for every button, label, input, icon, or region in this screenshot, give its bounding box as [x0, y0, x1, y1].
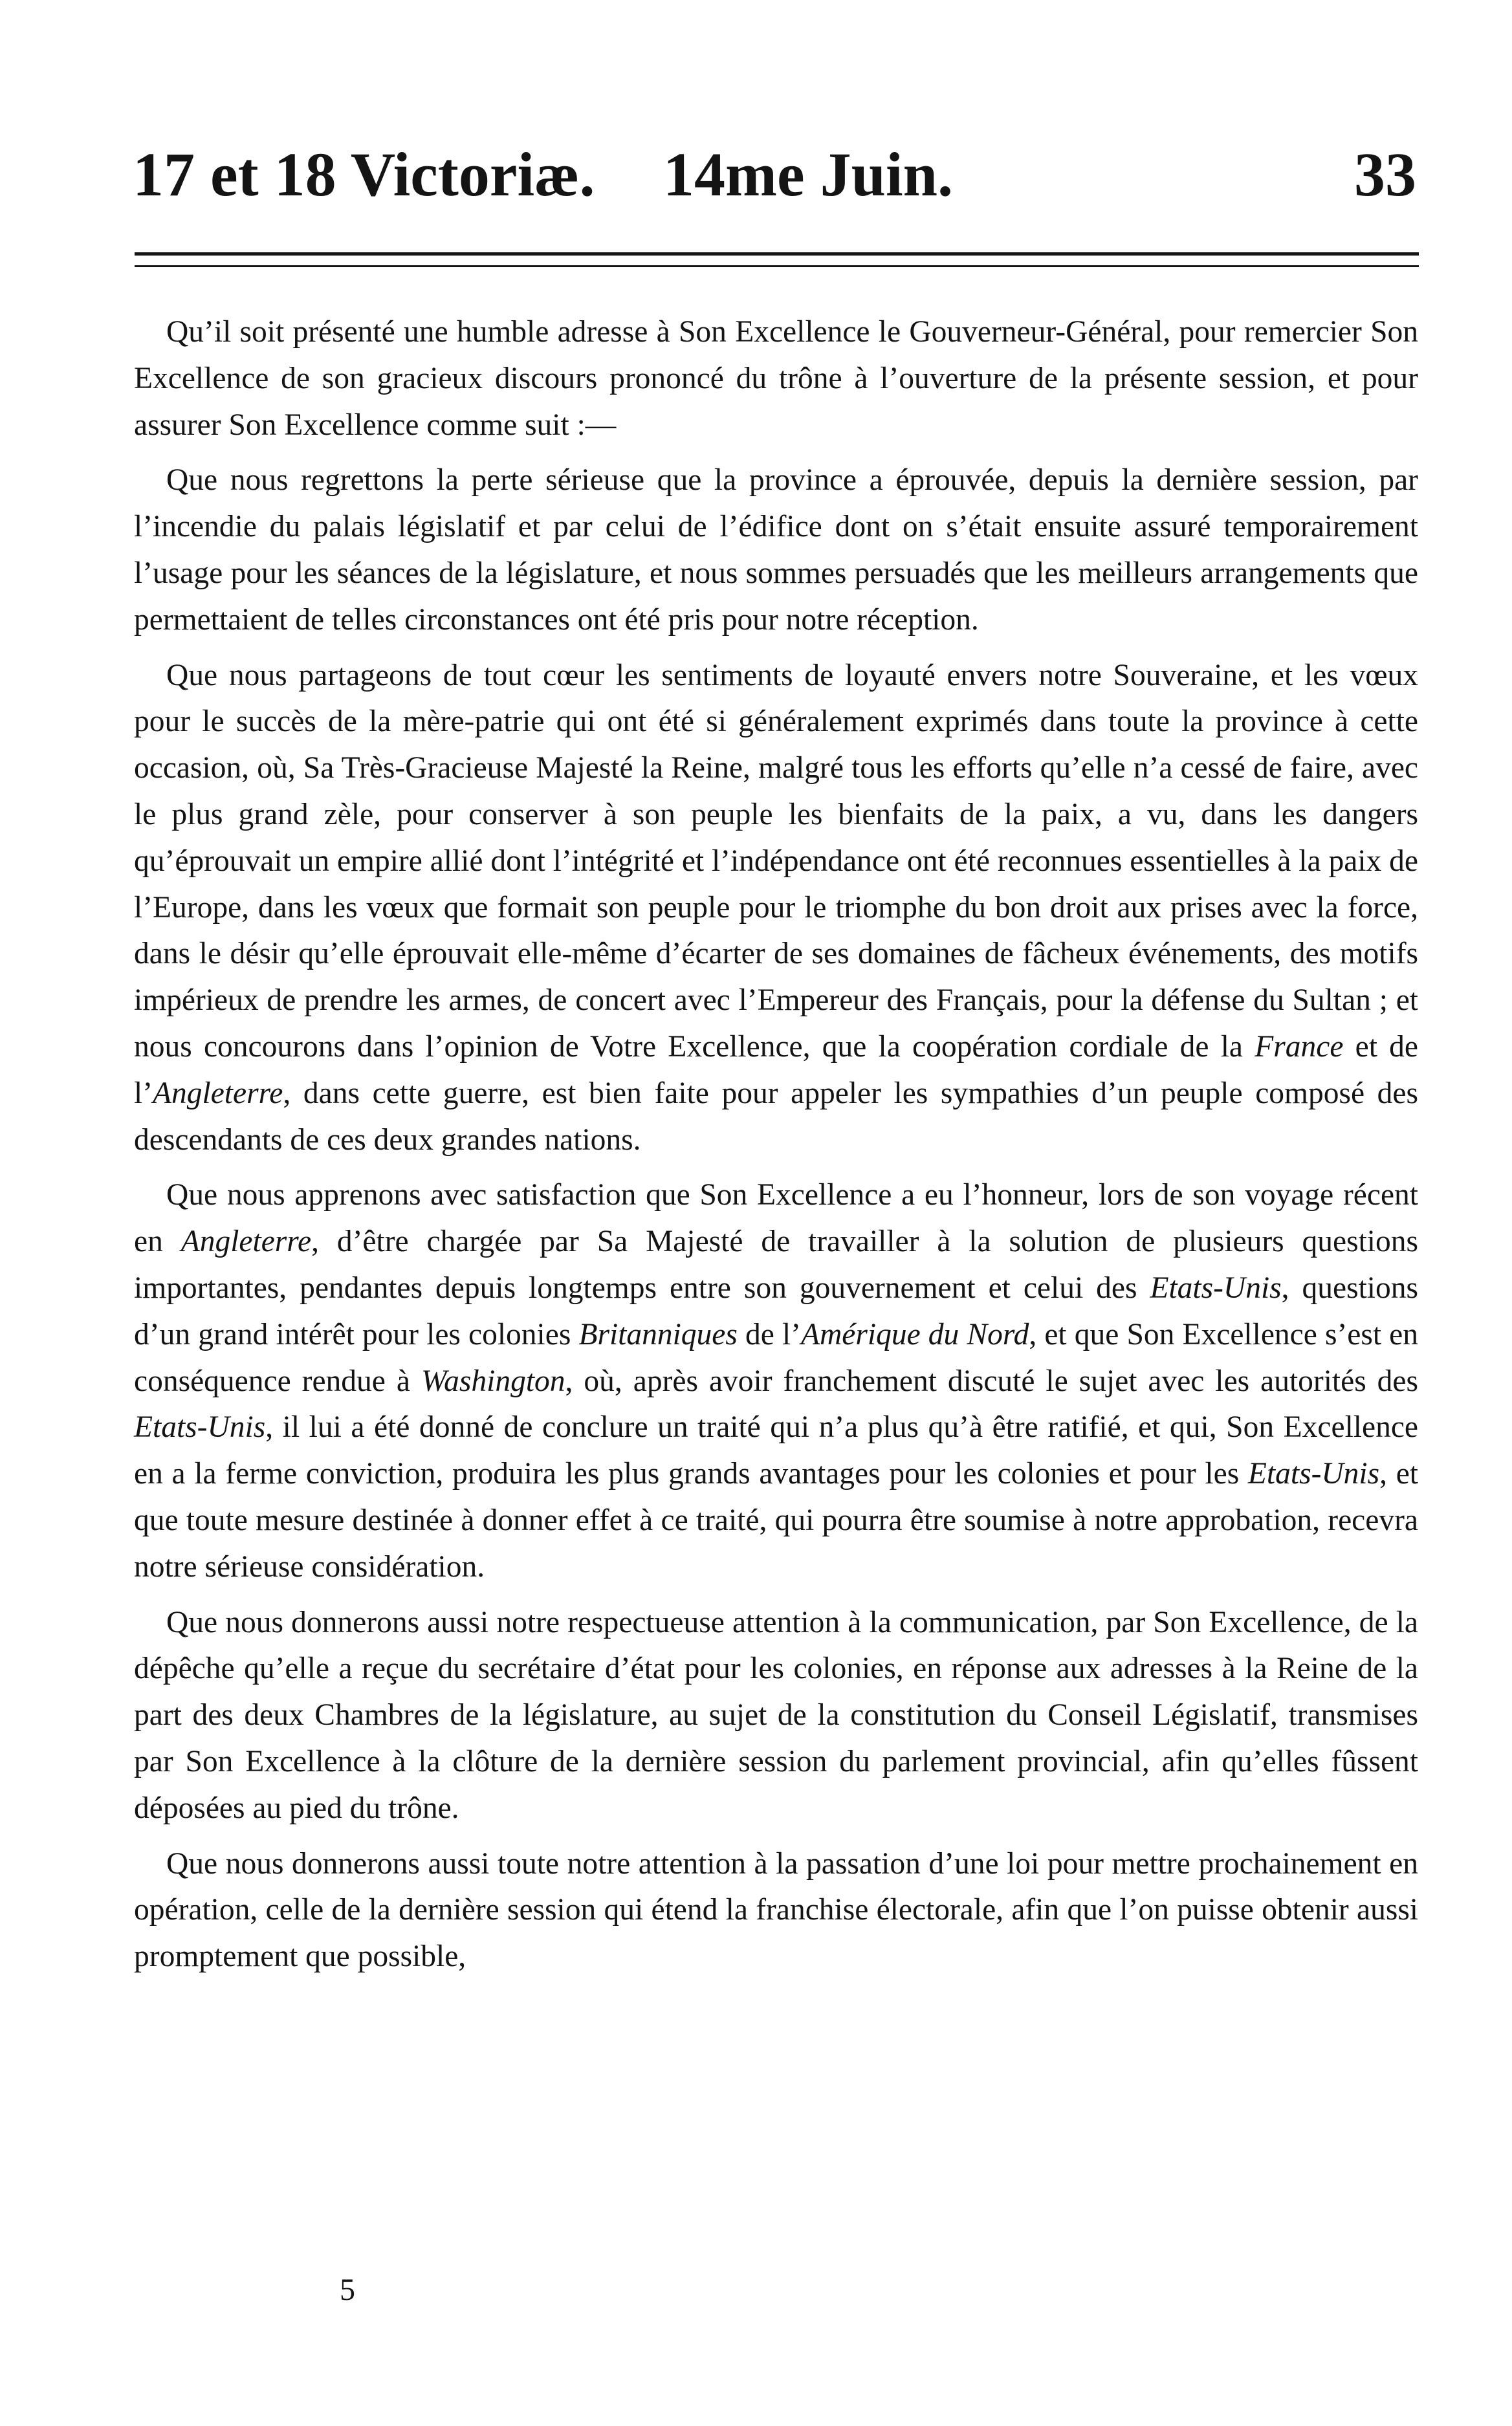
paragraph [134, 1600, 1418, 1832]
paragraph [134, 309, 1418, 448]
body-text [134, 309, 1418, 1989]
paragraph [134, 457, 1418, 643]
header-rule-thin [135, 265, 1419, 267]
header-session-title: 17 et 18 Victoriæ. [133, 140, 595, 209]
paragraph-text: Que nous donnerons aussi toute notre attention à la passation d’une loi pour mettre prochainement en opération, celle de la dernière session qui étend la franchise électorale, afin que l’on puisse obtenir aussi promptement que possible, [134, 1846, 1418, 1974]
signature-mark: 5 [340, 2273, 355, 2307]
italic-term: Etats-Unis [1150, 1271, 1282, 1305]
italic-term: Angleterre [153, 1076, 283, 1110]
header-date: 14me Juin. [663, 140, 954, 209]
paragraph-text: , il lui a été donné de conclure un traité qui n’a plus qu’à être ratifié, et qui, Son Excellence en a la ferme conviction, produira les plus grands avantages pour les colonies et pour les [134, 1410, 1418, 1491]
paragraph-text: Que nous regrettons la perte sérieuse que la province a éprouvée, depuis la dernière session, par l’incendie du palais législatif et par celui de l’édifice dont on s’était ensuite assuré temporairement l’usage pour les séances de la législature, et nous sommes persuadés que les meilleurs arrangements que permettaient de telles circonstances ont été pris pour notre réception. [134, 463, 1418, 637]
paragraph [134, 653, 1418, 1164]
paragraph-text: Que nous partageons de tout cœur les sentiments de loyauté envers notre Souveraine, et les vœux pour le succès de la mère-patrie qui ont été si généralement exprimés dans toute la province à cette occasion, où, Sa Très-Gracieuse Majesté la Reine, malgré tous les efforts qu’elle n’a cessé de faire, avec le plus grand zèle, pour conserver à son peuple les bienfaits de la paix, a vu, dans les dangers qu’éprouvait un empire allié dont l’intégrité et l’indépendance ont été reconnues essentielles à la paix de l’Europe, dans les vœux que formait son peuple pour le triomphe du bon droit aux prises avec la force, dans le désir qu’elle éprouvait elle-même d’écarter de ses domaines de fâcheux événements, des motifs impérieux de prendre les armes, de concert avec l’Empereur des Français, pour la défense du Sultan ; et nous concourons dans l’opinion de Votre Excellence, que la coopération cordiale de la [134, 658, 1419, 1064]
paragraph-text: , d’être chargée par Sa Majesté de travailler à la solution de plusieurs questions importantes, pendantes depuis longtemps entre son gouvernement et celui des [134, 1225, 1418, 1305]
paragraph-text: Que nous donnerons aussi notre respectueuse attention à la communication, par Son Excellence, de la dépêche qu’elle a reçue du secrétaire d’état pour les colonies, en réponse aux adresses à la Reine de la part des deux Chambres de la législature, au sujet de la constitution du Conseil Législatif, transmises par Son Excellence à la clôture de la dernière session du parlement provincial, afin qu’elles fûssent déposées au pied du trône. [134, 1605, 1418, 1825]
paragraph-text: , et que Son Excellence s’est en conséquence rendue à [134, 1317, 1418, 1398]
italic-term: France [1255, 1029, 1344, 1064]
page-number: 33 [1354, 140, 1416, 209]
paragraph-text: , où, après avoir franchement discuté le sujet avec les autorités des [565, 1364, 1419, 1398]
italic-term: Washington [421, 1364, 565, 1398]
running-header [133, 129, 1416, 220]
paragraph-text: Qu’il soit présenté une humble adresse à Son Excellence le Gouverneur-Général, pour remercier Son Excellence de son gracieux discours prononcé du trône à l’ouverture de la présente session, et pour assurer Son Excellence comme suit :— [134, 315, 1418, 442]
header-rule-thick [135, 252, 1419, 256]
italic-term: Angleterre [181, 1225, 312, 1259]
paragraph [134, 1841, 1418, 1980]
paragraph-text: , dans cette guerre, est bien faite pour appeler les sympathies d’un peuple composé des descendants de ces deux grandes nations. [134, 1076, 1418, 1157]
paragraph [134, 1172, 1418, 1590]
paragraph-text: , et que toute mesure destinée à donner effet à ce traité, qui pourra être soumise à notre approbation, recevra notre sérieuse considération. [134, 1457, 1419, 1584]
paragraph-text: de l’ [737, 1317, 801, 1351]
italic-term: Britanniques [578, 1317, 738, 1351]
paragraph-text: , questions d’un grand intérêt pour les colonies [134, 1271, 1418, 1351]
paragraph-text: et de l’ [134, 1029, 1418, 1110]
italic-term: Amérique du Nord [800, 1317, 1029, 1351]
italic-term: Etats-Unis [1247, 1457, 1380, 1491]
italic-term: Etats-Unis [134, 1410, 266, 1445]
paragraph-text: Que nous apprenons avec satisfaction que Son Excellence a eu l’honneur, lors de son voyage récent en [134, 1178, 1418, 1259]
